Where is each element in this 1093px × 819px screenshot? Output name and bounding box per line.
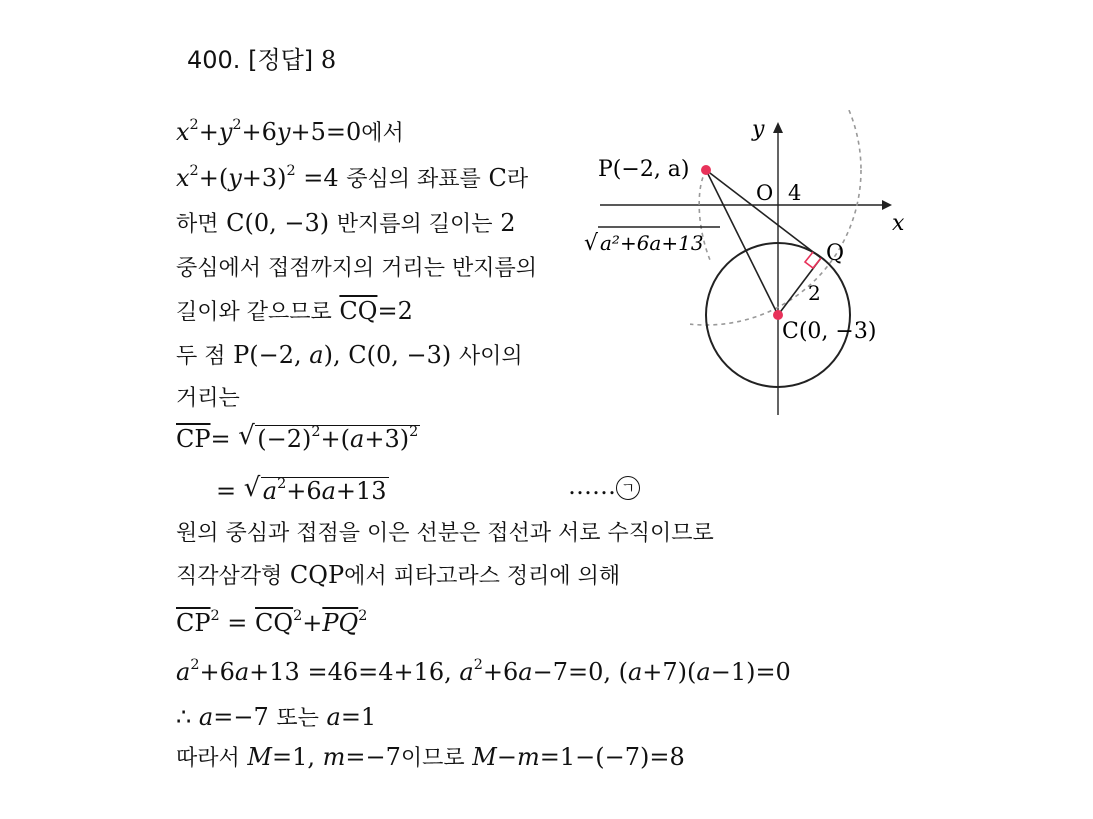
cq-value: =2 xyxy=(377,297,413,325)
label-two: 2 xyxy=(808,281,821,305)
label-four: 4 xyxy=(788,181,802,205)
text-line-7 xyxy=(176,382,240,414)
text-line-4 xyxy=(176,252,537,284)
triangle-name: CQP xyxy=(289,561,345,589)
y-axis-arrow xyxy=(773,122,783,133)
x-axis-arrow xyxy=(882,200,892,210)
sqrt-symbol: √ xyxy=(584,231,599,256)
problem-number: 400. xyxy=(187,46,241,74)
radius-value: 2 xyxy=(500,209,516,237)
dots: …… xyxy=(568,472,616,500)
text-ko: 길이와 같으므로 xyxy=(176,300,332,325)
eq-line-14: ∴ a=−7 또는 a=1 xyxy=(176,703,377,731)
eq-line-8: $\overline{CP}=$ √ $(-2)^2+(a+3)^2$ xyxy=(176,424,420,454)
text-ko: 두 점 xyxy=(176,344,226,369)
label-sqrt: a²+6a+13 xyxy=(600,231,704,255)
label-q: Q xyxy=(826,241,845,266)
center-coord: C(0, −3) xyxy=(226,209,330,237)
text-ko: 중심에서 접점까지의 거리는 반지름의 xyxy=(176,256,538,281)
text-line-10 xyxy=(176,517,714,549)
text-ko: 원의 중심과 접점을 이은 선분은 접선과 서로 수직이므로 xyxy=(176,521,714,546)
equation-marker xyxy=(568,471,640,501)
label-p: P(−2, a) xyxy=(598,157,690,182)
text-line-6: 두 점 P(−2, a), C(0, −3) 사이의 xyxy=(176,341,523,369)
text-ko: 에서 피타고라스 정리에 의해 xyxy=(344,564,621,589)
y-axis-label: y xyxy=(752,117,765,142)
text-ko: 따라서 xyxy=(176,746,240,771)
x-axis-label: x xyxy=(892,211,905,236)
eq-value: =46=4+16, xyxy=(307,658,452,686)
text-ko: 이므로 xyxy=(400,746,465,771)
text-ko: 반지름의 길이는 xyxy=(336,212,493,237)
eq-line-12: $\overline{CP}^2 = \overline{CQ}^2+\overline{PQ}^2$ xyxy=(176,608,368,637)
text-ko: 사이의 xyxy=(458,344,523,369)
eq-line-2: $x^2+(y+3)^2 =4$ 중심의 좌표를 C라 xyxy=(176,163,529,192)
geometry-diagram xyxy=(580,110,920,430)
text-c: C xyxy=(488,164,507,192)
text-line-5: 길이와 같으므로 $\overline{CQ}=2$ xyxy=(176,297,413,325)
eq-line-9: = √ $a^2+6a+13$ xyxy=(216,476,389,506)
text-ko: 에서 xyxy=(361,121,404,146)
answer-value: 8 xyxy=(320,46,337,74)
text-ko: 거리는 xyxy=(176,386,240,411)
circled-label: ㄱ xyxy=(616,476,640,500)
label-c: C(0, −3) xyxy=(782,319,877,344)
answer-label: [정답] xyxy=(248,46,314,74)
text-line-11 xyxy=(176,560,620,592)
text-ko: 중심의 좌표를 xyxy=(346,167,481,192)
point-p xyxy=(701,165,711,175)
eq-line-15: 따라서 M=1, m=−7이므로 M−m=1−(−7)=8 xyxy=(176,743,685,771)
text-ko: 하면 xyxy=(176,212,219,237)
problem-header xyxy=(187,40,336,75)
text-ko: 직각삼각형 xyxy=(176,564,283,589)
text-ko: 또는 xyxy=(276,706,319,731)
eq-line-1: $x^2+y^2+6y+5=0$에서 xyxy=(176,117,404,146)
origin-label: O xyxy=(756,181,774,205)
eq-line-13: $a^2+6a+13 =46=4+16$, $a^2+6a-7=0$, (a+7)(a−1)=0 xyxy=(176,657,791,686)
text-line-3 xyxy=(176,208,515,240)
text-ko: 라 xyxy=(506,167,529,192)
